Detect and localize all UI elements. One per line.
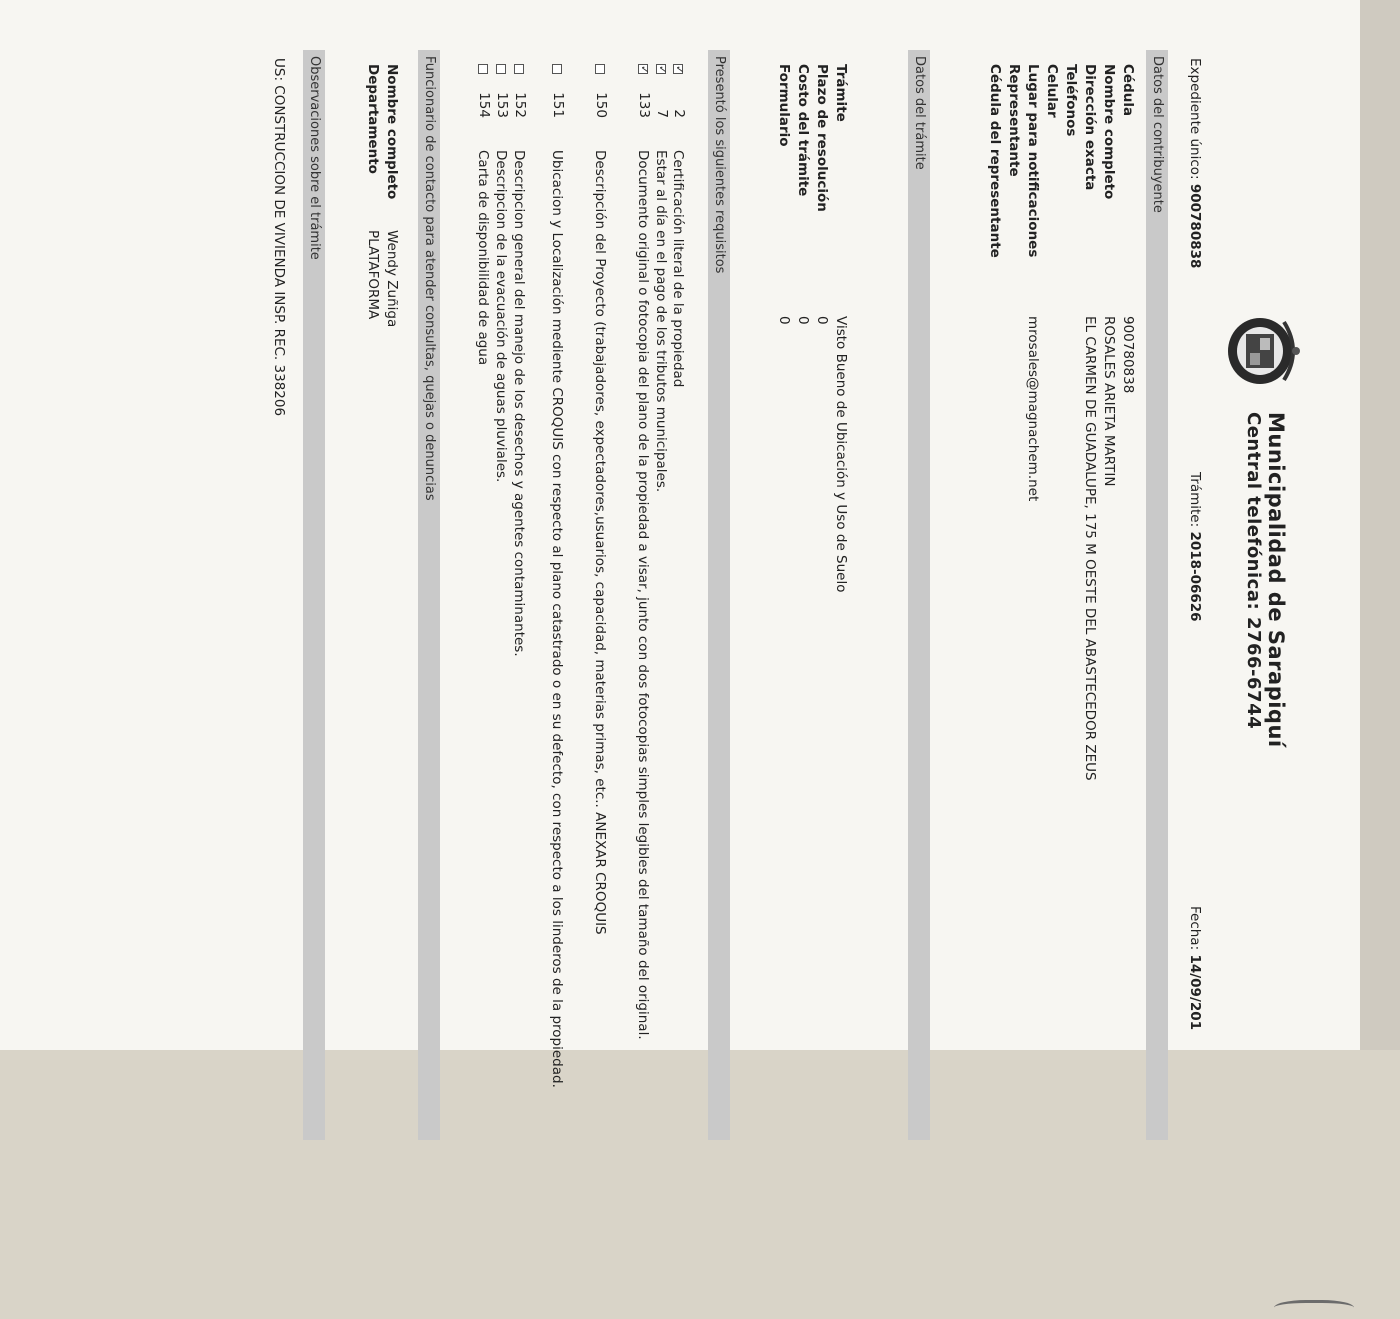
requisito-checkbox[interactable]: [673, 64, 683, 74]
requisito-code: 151: [550, 92, 566, 118]
field-label: Cédula del representante: [987, 64, 1003, 258]
field-value: 900780838: [1120, 316, 1136, 394]
field-label: Nombre completo: [1101, 64, 1117, 200]
tramite-number: [1185, 472, 1204, 622]
field-label: Formulario: [776, 64, 792, 147]
observaciones-text: US: CONSTRUCCION DE VIVIENDA INSP. REC. 338206: [271, 58, 287, 417]
field-value: 0: [795, 316, 811, 325]
requisito-code: 133: [636, 92, 652, 118]
requisito-checkbox[interactable]: [656, 64, 666, 74]
section-requisitos: Presentó los siguientes requisitos: [708, 50, 730, 1140]
requisito-code: 150: [593, 92, 609, 118]
section-contribuyente: Datos del contribuyente: [1146, 50, 1168, 1140]
page-title: Municipalidad de Sarapiquí: [1264, 412, 1288, 748]
requisito-text: Ubicacion y Localización mediente CROQUIS con respecto al plano catastrado o en su defecto, con respecto a los linderos de la propiedad.: [549, 150, 565, 1088]
requisito-code: 152: [512, 92, 528, 118]
requisito-text: Certificación literal de la propiedad: [670, 150, 686, 388]
field-label: Lugar para notificaciones: [1025, 64, 1041, 258]
field-label: Nombre completo: [384, 64, 400, 200]
field-value: Wendy Zuñiga: [384, 230, 400, 328]
requisito-text: Descripcion de la evacuación de aguas pluviales.: [493, 150, 509, 483]
fecha-label: Fecha:: [1187, 906, 1203, 951]
requisito-text: Carta de disponibilidad de agua: [475, 150, 491, 366]
requisito-code: 7: [654, 109, 670, 118]
field-label: Departamento: [365, 64, 381, 174]
section-tramite: Datos del trámite: [908, 50, 930, 1140]
requisito-code: 154: [476, 92, 492, 118]
field-label: Plazo de resolución: [814, 64, 830, 212]
expediente-label: Expediente único:: [1187, 58, 1203, 180]
field-label: Celular: [1044, 64, 1060, 118]
field-value: Visto Bueno de Ubicación y Uso de Suelo: [833, 316, 849, 593]
requisito-text: Estar al día en el pago de los tributos municipales.: [653, 150, 669, 493]
field-label: Cédula: [1120, 64, 1136, 117]
tramite-label: Trámite:: [1187, 472, 1203, 528]
municipal-seal-icon: [1224, 312, 1304, 390]
section-funcionario: Funcionario de contacto para atender consultas, quejas o denuncias: [418, 50, 440, 1140]
field-label: Representante: [1006, 64, 1022, 177]
fecha-value: 14/09/201: [1187, 954, 1203, 1031]
phone-line: Central telefónica: 2766-6744: [1243, 412, 1264, 730]
pen-mark: [1274, 1300, 1354, 1319]
field-value: ROSALES ARIETA MARTIN: [1101, 316, 1117, 487]
field-value: EL CARMEN DE GUADALUPE, 175 M OESTE DEL ABASTECEDOR ZEUS: [1082, 316, 1098, 781]
requisito-checkbox[interactable]: [496, 64, 506, 74]
requisito-text: Descripción del Proyecto (trabajadores, expectadores,usuarios, capacidad, materias primas, etc.. ANEXAR CROQUIS: [592, 150, 608, 935]
requisito-checkbox[interactable]: [478, 64, 488, 74]
field-label: Teléfonos: [1063, 64, 1079, 137]
field-value: PLATAFORMA: [365, 230, 381, 320]
requisito-checkbox[interactable]: [552, 64, 562, 74]
fecha: [1185, 906, 1204, 1030]
requisito-text: Descripcion general del manejo de los desechos y agentes contaminantes.: [511, 150, 527, 657]
expediente: [1185, 58, 1204, 268]
field-label: Dirección exacta: [1082, 64, 1098, 191]
field-label: Costo del trámite: [795, 64, 811, 197]
requisito-code: 2: [671, 109, 687, 118]
tramite-value: 2018-06626: [1187, 531, 1203, 622]
field-label: Trámite: [833, 64, 849, 122]
field-value: mrosales@magnachem.net: [1025, 316, 1041, 502]
field-value: 0: [776, 316, 792, 325]
requisito-checkbox[interactable]: [595, 64, 605, 74]
requisito-checkbox[interactable]: [638, 64, 648, 74]
field-value: 0: [814, 316, 830, 325]
section-observaciones: Observaciones sobre el trámite: [303, 50, 325, 1140]
requisito-checkbox[interactable]: [514, 64, 524, 74]
requisito-text: Documento original o fotocopia del plano de la propiedad a visar, junto con dos fotocopias simples legibles del tamaño del original.: [635, 150, 651, 1040]
requisito-code: 153: [494, 92, 510, 118]
expediente-value: 900780838: [1187, 183, 1203, 269]
